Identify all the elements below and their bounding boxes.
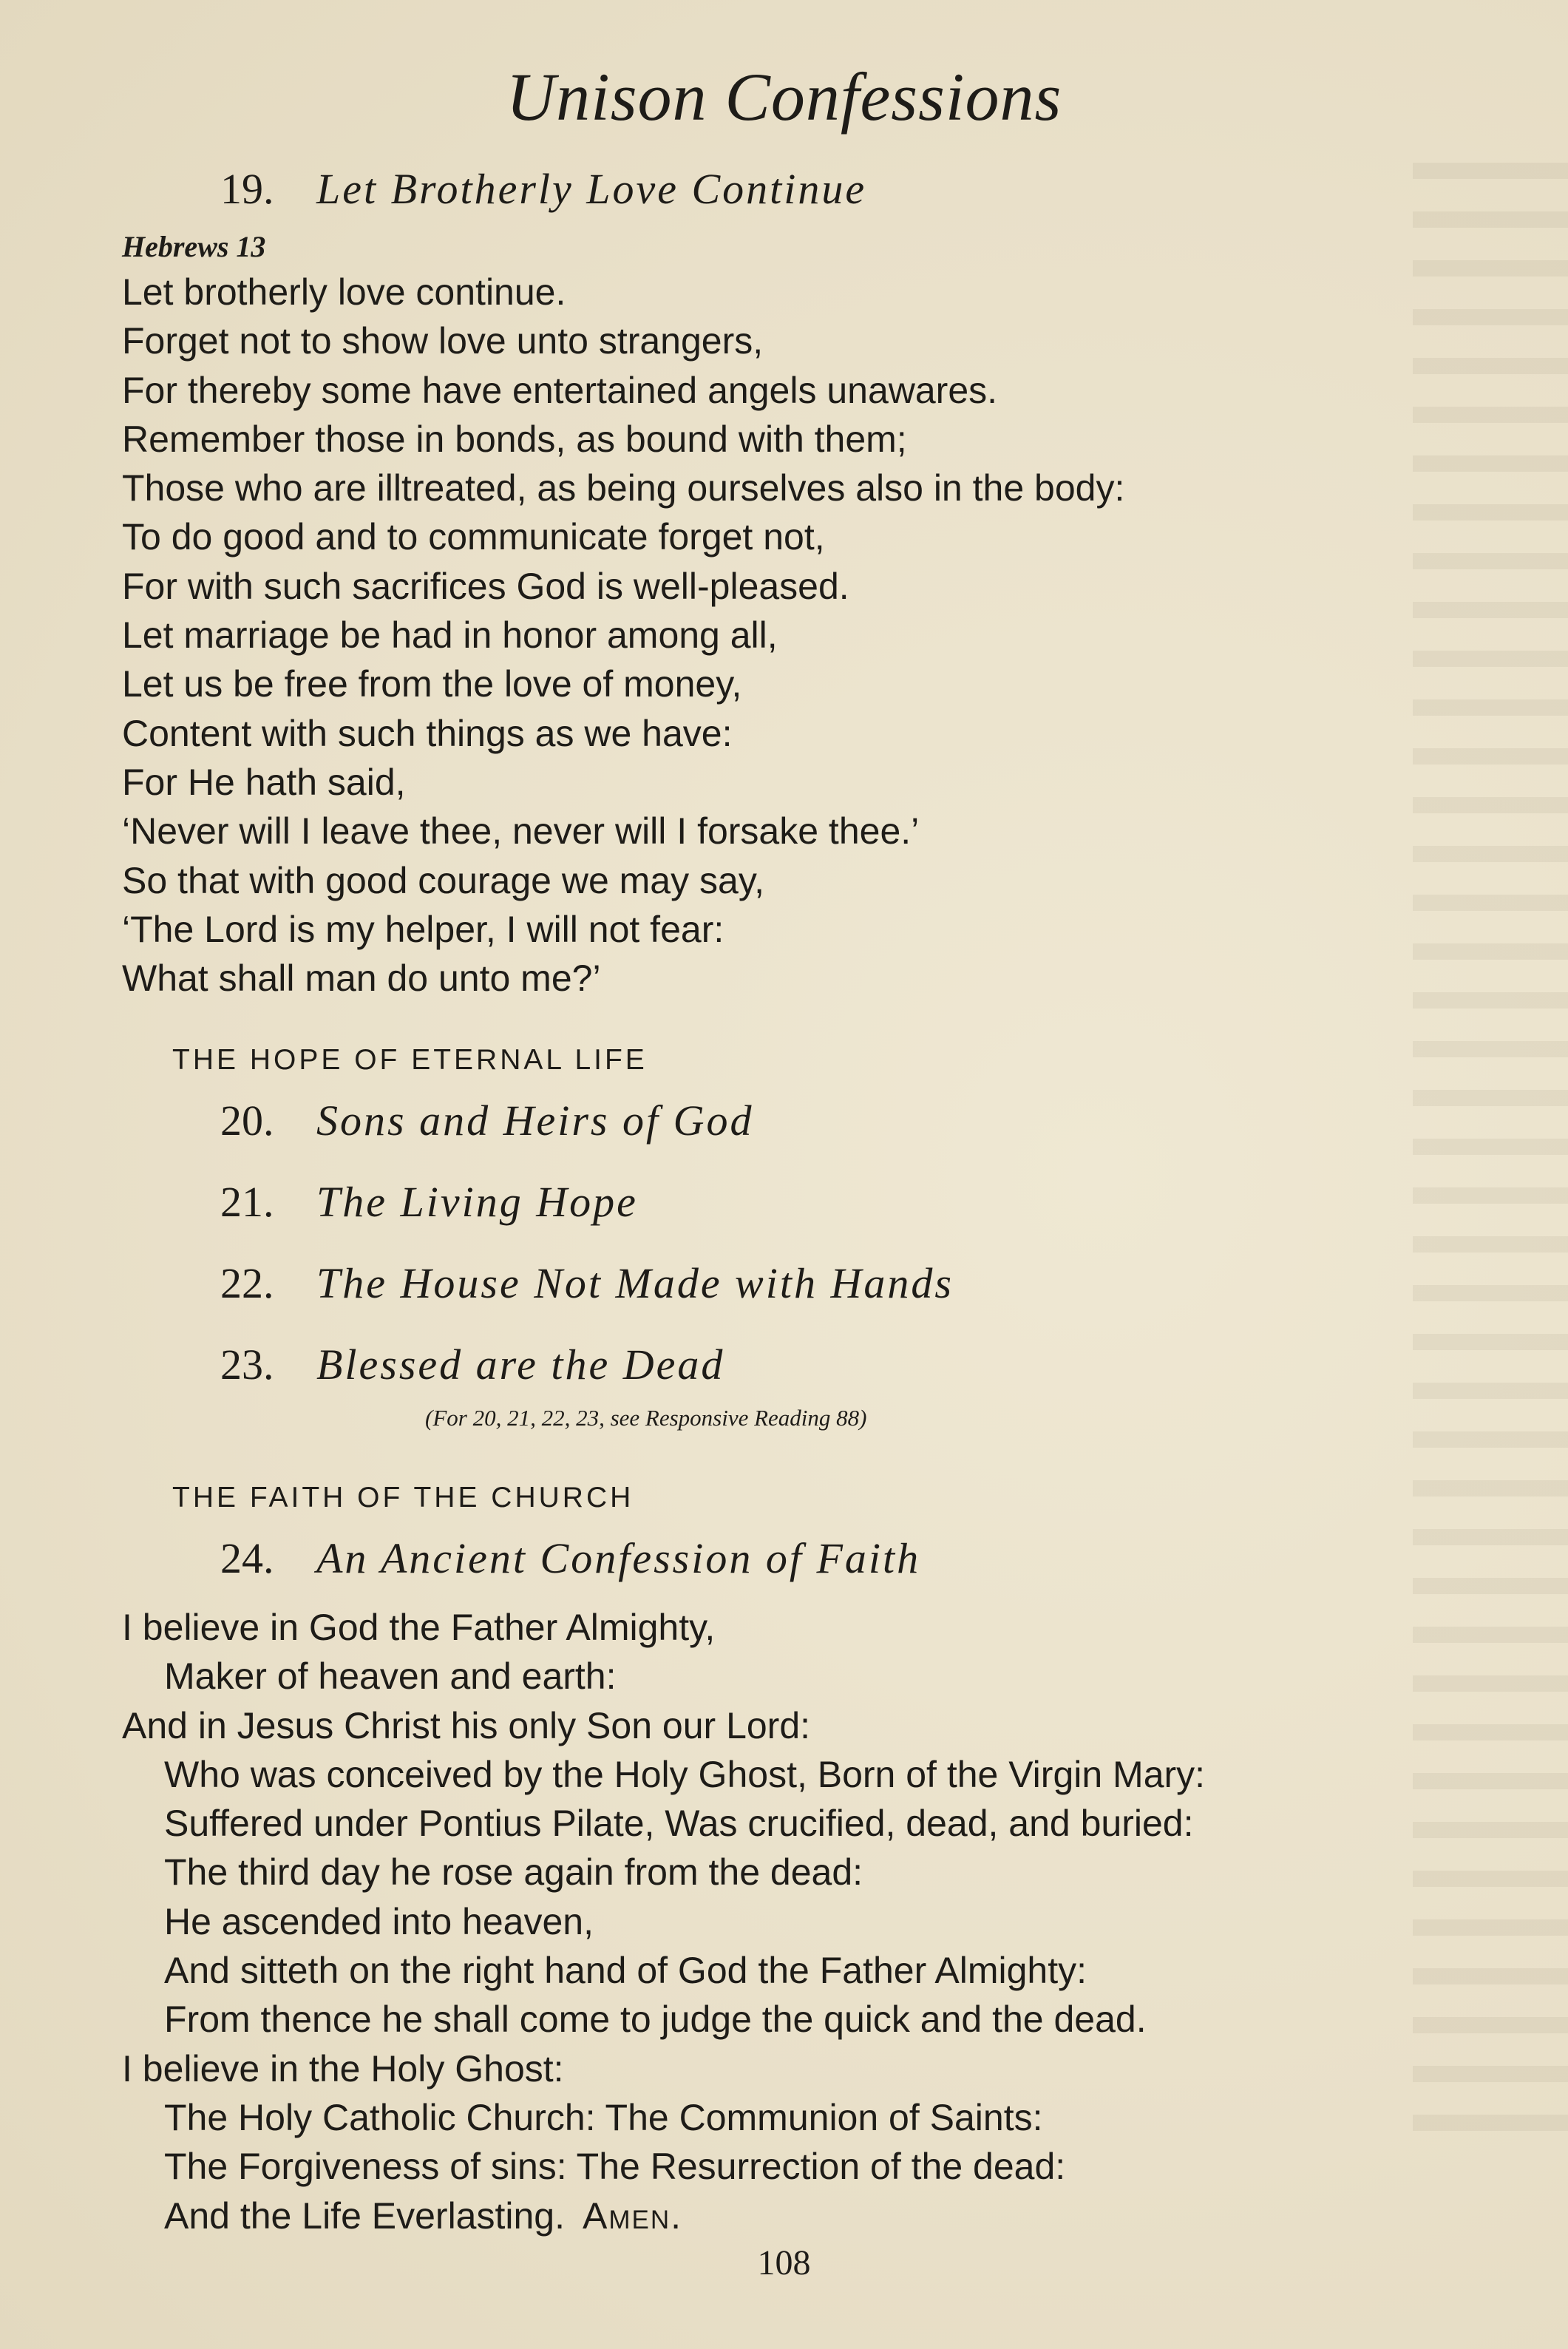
text-line: And the Life Everlasting. <box>164 2194 565 2237</box>
section-number: 22. <box>220 1259 274 1307</box>
text-line: Who was conceived by the Holy Ghost, Born of the Virgin Mary: <box>164 1753 1206 1795</box>
text-line: Let us be free from the love of money, <box>122 663 742 705</box>
text-line: From thence he shall come to judge the quick and the dead. <box>164 1999 1147 2041</box>
scripture-citation: Hebrews 13 <box>122 230 266 263</box>
section-number: 20. <box>220 1096 274 1145</box>
section-24-heading <box>220 1533 920 1583</box>
text-line: So that with good courage we may say, <box>122 859 764 901</box>
section-title: Sons and Heirs of God <box>316 1096 754 1145</box>
section-19-heading <box>220 164 866 214</box>
text-line: The third day he rose again from the dead: <box>164 1851 863 1894</box>
page-number: 108 <box>757 2243 811 2282</box>
text-line: I believe in the Holy Ghost: <box>122 2047 564 2089</box>
section-20-heading <box>220 1096 753 1145</box>
section-title: An Ancient Confession of Faith <box>316 1534 921 1582</box>
text-line: He ascended into heaven, <box>164 1900 594 1942</box>
text-line: And sitteth on the right hand of God the Father Almighty: <box>164 1950 1087 1992</box>
section-number: 23. <box>220 1340 274 1389</box>
section-number: 19. <box>220 165 274 213</box>
section-title: Let Brotherly Love Continue <box>316 165 867 213</box>
text-line: And in Jesus Christ his only Son our Lord: <box>122 1704 811 1746</box>
text-line: ‘The Lord is my helper, I will not fear: <box>122 908 724 950</box>
section-title: The Living Hope <box>316 1178 638 1226</box>
text-line: I believe in God the Father Almighty, <box>122 1607 716 1648</box>
text-line: Content with such things as we have: <box>122 712 733 754</box>
text-line: Let marriage be had in honor among all, <box>122 614 778 657</box>
running-title: Unison Confessions <box>506 59 1062 135</box>
responsive-reading-crossref: (For 20, 21, 22, 23, see Responsive Reading 88) <box>425 1405 867 1431</box>
text-line: For thereby some have entertained angels unawares. <box>122 369 998 411</box>
text-line: The Holy Catholic Church: The Communion of Saints: <box>164 2096 1043 2138</box>
text-line: The Forgiveness of sins: The Resurrection of the dead: <box>164 2146 1066 2188</box>
text-line: For with such sacrifices God is well-pleased. <box>122 565 849 607</box>
group-heading-faith: THE FAITH OF THE CHURCH <box>172 1482 634 1514</box>
section-number: 24. <box>220 1534 274 1582</box>
text-line: What shall man do unto me?’ <box>122 957 601 1000</box>
text-line-final <box>122 2192 1205 2240</box>
bleed-through-texture <box>1413 163 1568 2159</box>
section-number: 21. <box>220 1178 274 1226</box>
text-line: ‘Never will I leave thee, never will I forsake thee.’ <box>122 810 920 853</box>
section-22-heading <box>220 1258 954 1308</box>
text-line: Remember those in bonds, as bound with them; <box>122 418 907 460</box>
section-title: Blessed are the Dead <box>316 1340 725 1389</box>
text-line: Forget not to show love unto strangers, <box>122 320 764 362</box>
text-line: Let brotherly love continue. <box>122 271 566 313</box>
section-21-heading <box>220 1177 638 1227</box>
creed-text <box>122 1603 1205 2240</box>
text-line: Those who are illtreated, as being ourselves also in the body: <box>122 467 1125 509</box>
text-line: Maker of heaven and earth: <box>164 1655 617 1698</box>
section-19-text <box>122 268 1124 1003</box>
text-line: To do good and to communicate forget not, <box>122 516 825 558</box>
group-heading-hope: THE HOPE OF ETERNAL LIFE <box>172 1044 648 1076</box>
section-title: The House Not Made with Hands <box>316 1259 954 1307</box>
text-line: For He hath said, <box>122 761 406 803</box>
amen: Amen. <box>583 2194 683 2237</box>
text-line: Suffered under Pontius Pilate, Was crucified, dead, and buried: <box>164 1803 1194 1845</box>
section-23-heading <box>220 1340 724 1389</box>
